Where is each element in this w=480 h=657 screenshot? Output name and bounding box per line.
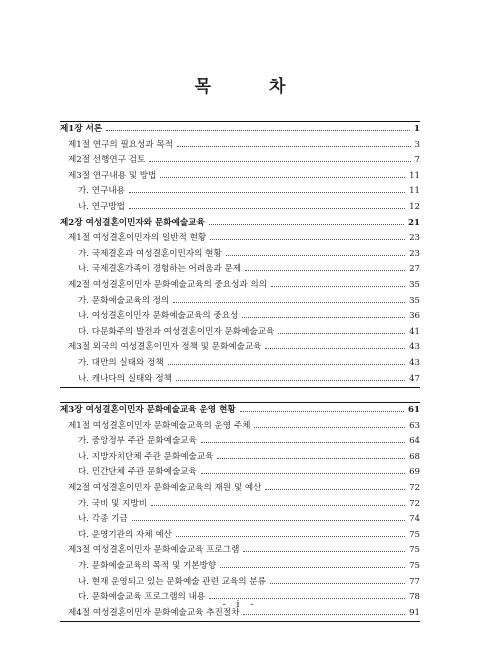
toc-entry-label: 나. 각종 기금: [78, 514, 128, 525]
toc-entry-label: 제1절 연구의 필요성과 목적: [68, 139, 173, 150]
toc-entry-label: 다. 문화예술교육 프로그램의 내용: [78, 592, 206, 603]
toc-entry[interactable]: [60, 372, 420, 389]
toc-entry-label: 가. 문화예술교육의 목적 및 기본방향: [78, 561, 217, 572]
toc-entry[interactable]: [60, 528, 420, 544]
toc-entry[interactable]: [60, 481, 420, 497]
dot-leader: [226, 255, 405, 256]
dot-leader: [209, 224, 404, 225]
toc-entry-page-number: 91: [409, 607, 420, 618]
toc-entry-label: 가. 연구내용: [78, 186, 125, 197]
toc-entry-page-number: 7: [414, 155, 420, 166]
toc-entry-label: 제2절 여성결혼이민자 문화예술교육의 중요성과 의의: [68, 279, 268, 290]
toc-entry-page-number: 1: [414, 124, 420, 134]
toc-entry-page-number: 61: [408, 405, 420, 416]
toc-entry-page-number: 21: [408, 217, 420, 228]
dot-leader: [254, 427, 405, 428]
toc-entry-page-number: 11: [409, 186, 420, 197]
dot-leader: [242, 317, 405, 318]
toc-entry-page-number: 75: [409, 529, 420, 540]
toc-entry-page-number: 64: [409, 436, 420, 447]
toc-entry-page-number: 43: [409, 342, 420, 353]
page-number-footer: - i -: [222, 600, 258, 610]
toc-entry-page-number: 74: [409, 514, 420, 525]
toc-entry-label: 제1절 여성결혼이민자의 일반적 현황: [68, 233, 207, 244]
toc-entry[interactable]: [60, 465, 420, 481]
dot-leader: [217, 458, 405, 459]
toc-entry-page-number: 11: [409, 170, 420, 181]
dot-leader: [201, 473, 405, 474]
toc-entry[interactable]: [60, 200, 420, 216]
toc-entry[interactable]: [60, 294, 420, 310]
dot-leader: [245, 270, 405, 271]
toc-entry-label: 다. 민간단체 주관 문화예술교육: [78, 467, 197, 478]
dot-leader: [129, 192, 405, 193]
toc-entry[interactable]: [60, 340, 420, 356]
toc-entry[interactable]: [60, 419, 420, 435]
toc-chapter-entry[interactable]: [60, 121, 420, 138]
dot-leader: [177, 146, 411, 147]
toc-entry-page-number: 23: [409, 248, 420, 259]
toc-entry[interactable]: [60, 559, 420, 575]
toc-entry[interactable]: [60, 434, 420, 450]
toc-entry-page-number: 78: [409, 592, 420, 603]
toc-entry-label: 나. 여성결혼이민자 문화예술교육의 중요성: [78, 311, 239, 322]
dot-leader: [270, 583, 405, 584]
toc-entry-label: 제3절 외국의 여성결혼이민자 정책 및 문화예술교육: [68, 342, 262, 353]
toc-entry-page-number: 12: [409, 201, 420, 212]
toc-entry-page-number: 23: [409, 233, 420, 244]
toc-entry[interactable]: [60, 184, 420, 200]
toc-entry-label: 제1절 여성결혼이민자 문화예술교육의 운영 주체: [68, 420, 251, 431]
toc-entry-label: 나. 연구방법: [78, 201, 125, 212]
toc-entry-label: 제2장 여성결혼이민자와 문화예술교육: [60, 217, 205, 228]
dot-leader: [176, 380, 405, 381]
dot-leader: [129, 208, 405, 209]
toc-entry-label: 가. 문화예술교육의 정의: [78, 295, 170, 306]
dot-leader: [132, 520, 405, 521]
toc-entry-page-number: 3: [414, 139, 420, 150]
toc-entry-label: 나. 현재 운영되고 있는 문화예술 관련 교육의 분류: [78, 576, 266, 587]
toc-entry-label: 제3절 연구내용 및 방법: [68, 170, 157, 181]
toc-entry[interactable]: [60, 309, 420, 325]
toc-entry[interactable]: [60, 543, 420, 559]
dot-leader: [210, 239, 405, 240]
table-of-contents: [60, 121, 420, 622]
toc-entry-page-number: 27: [409, 264, 420, 275]
toc-entry-page-number: 68: [409, 451, 420, 462]
toc-entry-label: 나. 국제결혼가족이 경험하는 어려움과 문제: [78, 264, 242, 275]
toc-entry-label: 가. 중앙정부 주관 문화예술교육: [78, 436, 197, 447]
dot-leader: [106, 130, 410, 131]
dot-leader: [265, 348, 405, 349]
toc-entry-label: 제3장 여성결혼이민자 문화예술교육 운영 현황: [60, 405, 236, 416]
dot-leader: [151, 505, 405, 506]
toc-entry-page-number: 63: [409, 420, 420, 431]
dot-leader: [173, 302, 405, 303]
toc-entry-label: 가. 국제결혼과 여성결혼이민자의 현황: [78, 248, 222, 259]
section-gap: [60, 388, 420, 402]
toc-entry-page-number: 35: [409, 295, 420, 306]
toc-entry-label: 가. 대만의 실태와 정책: [78, 357, 164, 368]
dot-leader: [243, 614, 405, 615]
toc-entry-label: 가. 국비 및 지방비: [78, 498, 148, 509]
dot-leader: [201, 442, 405, 443]
dot-leader: [243, 551, 405, 552]
toc-entry[interactable]: [60, 575, 420, 591]
toc-entry-label: 다. 운영기관의 자체 예산: [78, 529, 172, 540]
toc-entry-label: 제3절 여성결혼이민자 문화예술교육 프로그램: [68, 545, 240, 556]
toc-entry-label: 나. 지방자치단체 주관 문화예술교육: [78, 451, 214, 462]
toc-entry[interactable]: [60, 231, 420, 247]
toc-entry[interactable]: [60, 278, 420, 294]
toc-chapter-entry[interactable]: [60, 216, 420, 232]
toc-entry-label: 제4절 여성결혼이민자 문화예술교육 추진절차: [68, 607, 240, 618]
dot-leader: [240, 411, 404, 412]
toc-entry-page-number: 69: [409, 467, 420, 478]
toc-entry-page-number: 75: [409, 545, 420, 556]
dot-leader: [176, 536, 405, 537]
toc-entry[interactable]: [60, 325, 420, 341]
toc-entry[interactable]: [60, 450, 420, 466]
toc-entry-page-number: 72: [409, 498, 420, 509]
toc-entry-label: 다. 다문화주의 발전과 여성결혼이민자 문화예술교육: [78, 326, 275, 337]
dot-leader: [168, 364, 405, 365]
toc-entry-page-number: 72: [409, 483, 420, 494]
toc-entry[interactable]: [60, 262, 420, 278]
toc-entry-label: 제2절 여성결혼이민자 문화예술교육의 재원 및 예산: [68, 483, 262, 494]
toc-entry-page-number: 43: [409, 357, 420, 368]
toc-entry-page-number: 47: [409, 373, 420, 384]
dot-leader: [265, 489, 405, 490]
dot-leader: [271, 286, 405, 287]
dot-leader: [220, 567, 405, 568]
toc-entry[interactable]: [60, 153, 420, 169]
toc-entry[interactable]: [60, 169, 420, 185]
dot-leader: [149, 161, 410, 162]
toc-entry-label: 제2절 선행연구 검토: [68, 155, 146, 166]
toc-entry[interactable]: [60, 512, 420, 528]
toc-entry-page-number: 36: [409, 311, 420, 322]
toc-entry-label: 제1장 서론: [60, 124, 103, 134]
toc-entry-page-number: 77: [409, 576, 420, 587]
toc-entry-page-number: 75: [409, 561, 420, 572]
dot-leader: [278, 333, 405, 334]
toc-chapter-entry[interactable]: [60, 402, 420, 419]
toc-entry[interactable]: [60, 497, 420, 513]
toc-entry-page-number: 35: [409, 279, 420, 290]
toc-entry[interactable]: [60, 247, 420, 263]
toc-entry[interactable]: [60, 356, 420, 372]
toc-entry-label: 나. 캐나다의 실태와 정책: [78, 373, 172, 384]
toc-entry-page-number: 41: [409, 326, 420, 337]
page-title: 목 차: [194, 77, 312, 97]
toc-entry[interactable]: [60, 138, 420, 154]
dot-leader: [160, 177, 405, 178]
